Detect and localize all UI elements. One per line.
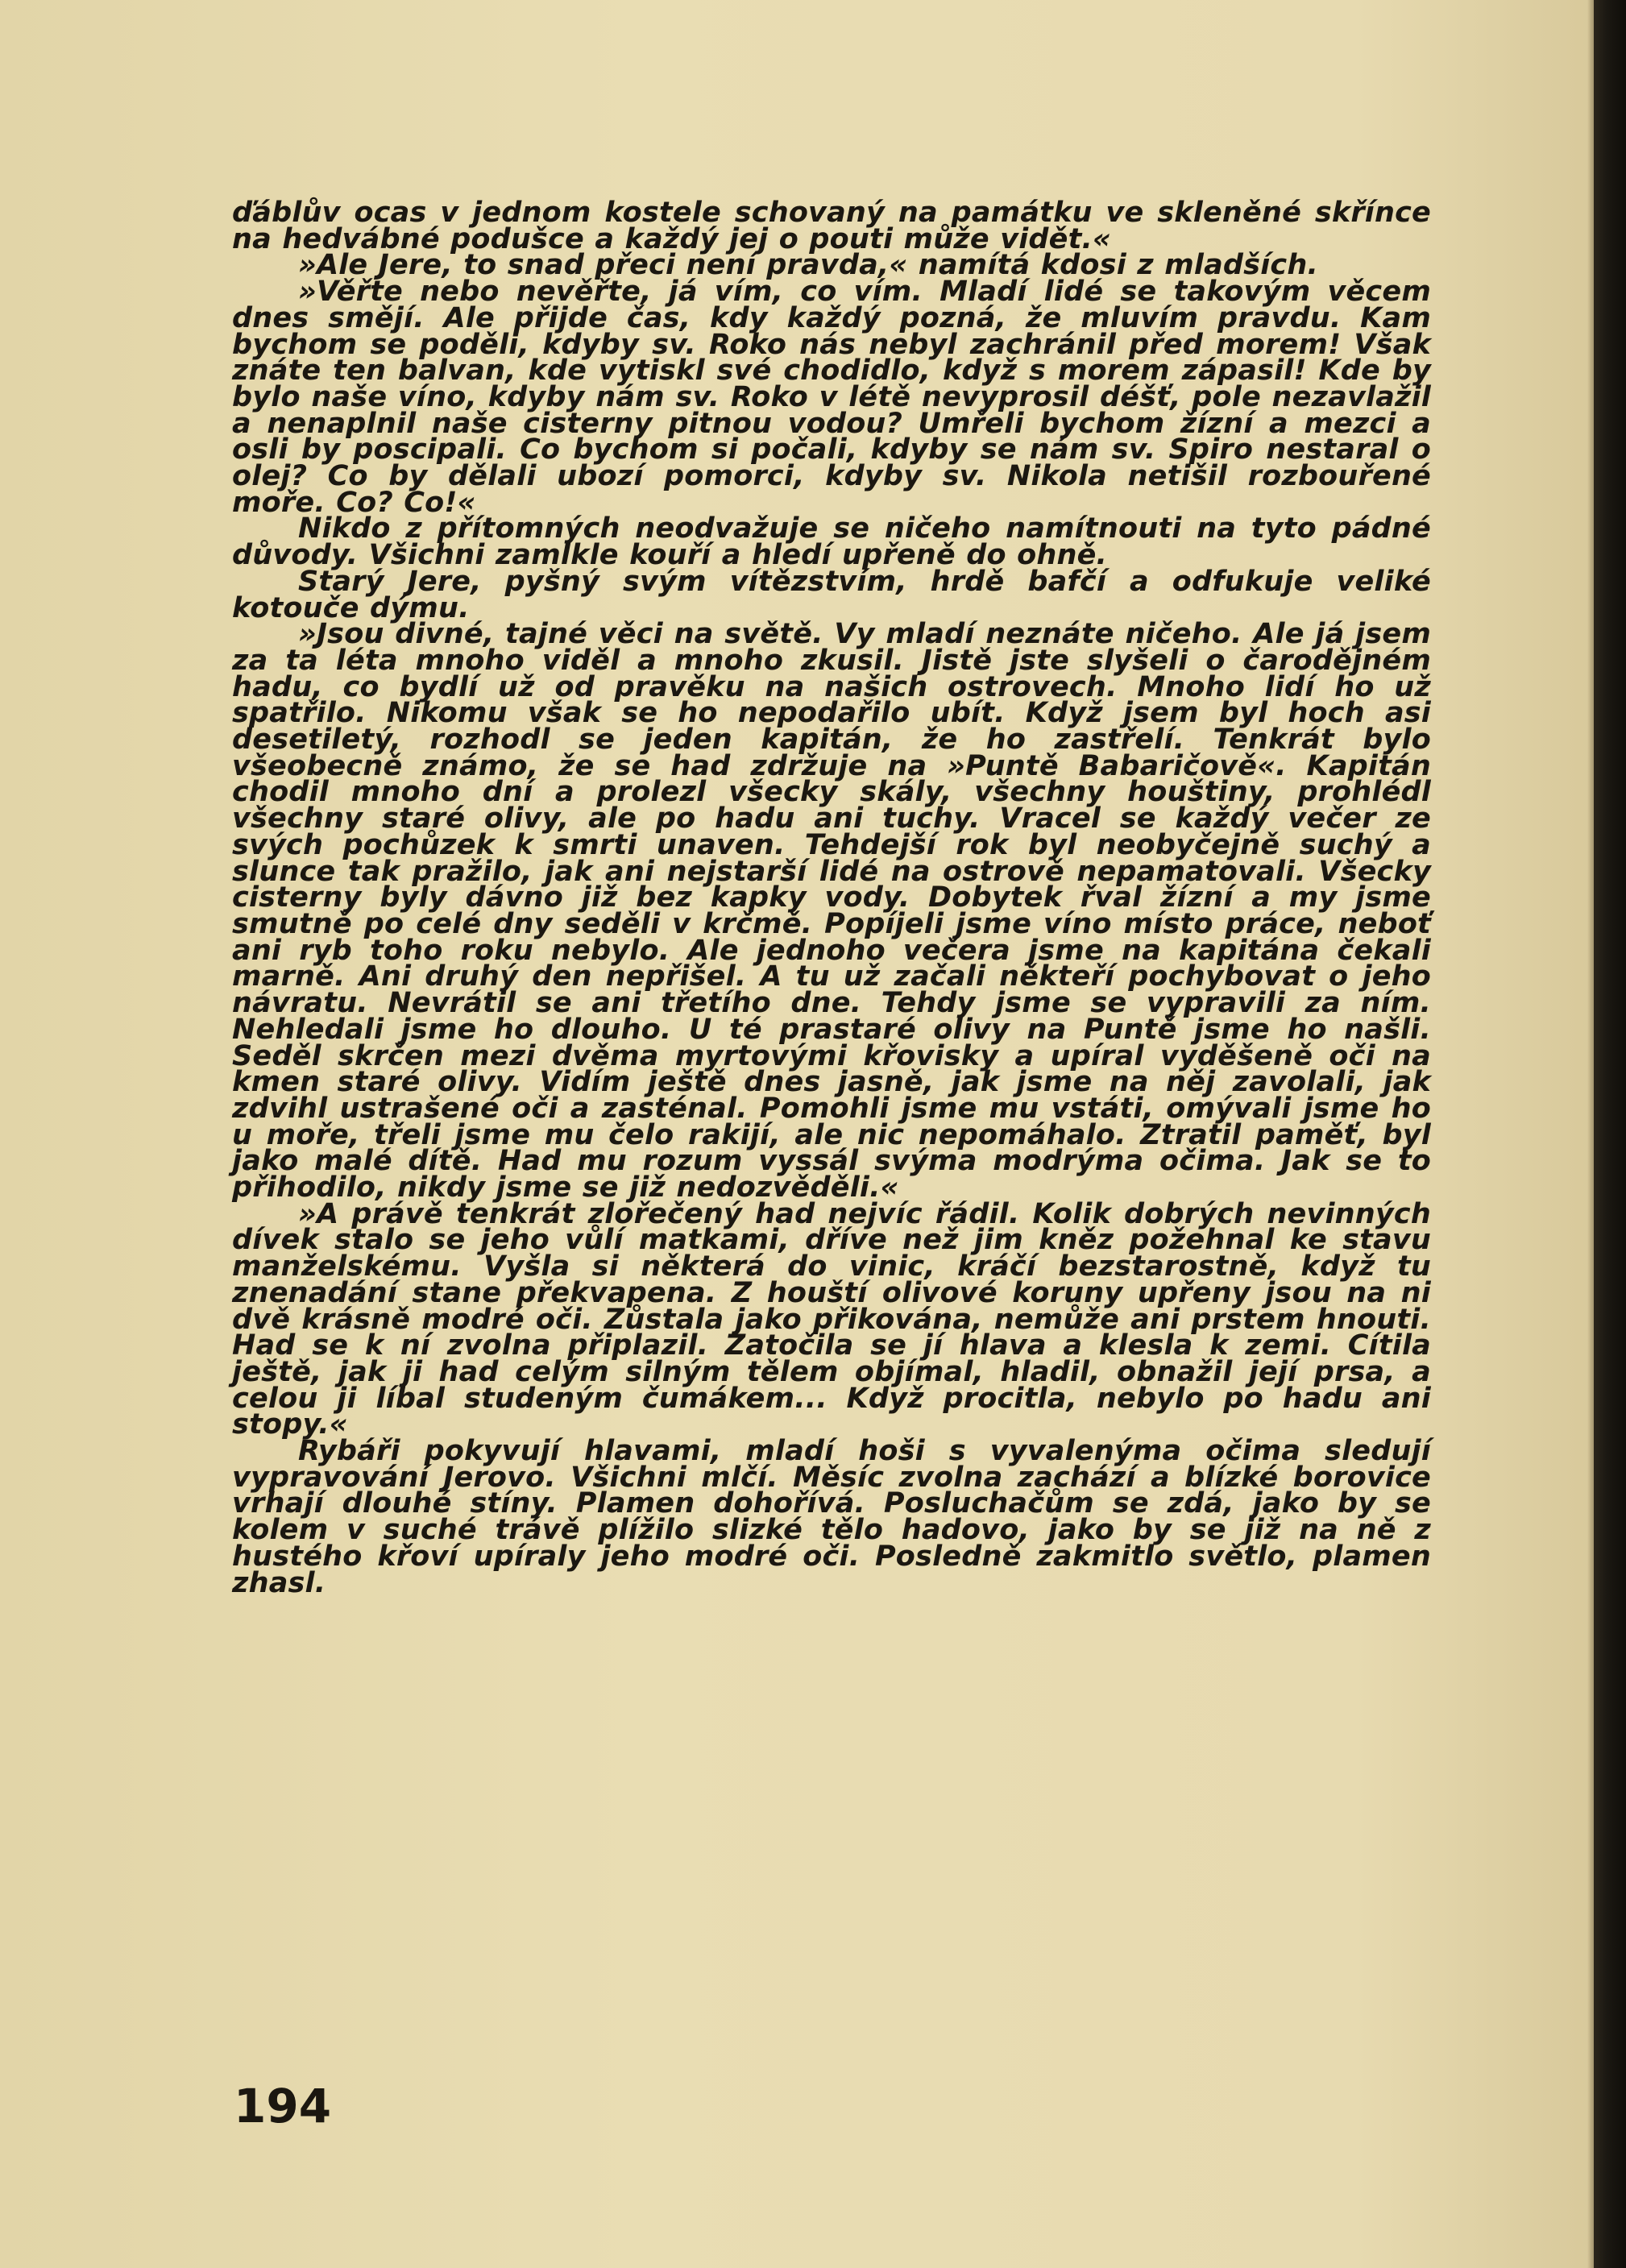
body-text	[232, 197, 1431, 1599]
paragraph-5: Starý Jere, pyšný svým vítězstvím, hrdě bafčí a odfukuje veliké kotouče dýmu.	[232, 565, 1431, 624]
page-number: 194	[234, 2079, 332, 2133]
paragraph-4: Nikdo z přítomných neodvažuje se ničeho namítnouti na tyto pádné důvody. Všichni zamlkle kouří a hledí upřeně do ohně.	[232, 512, 1431, 572]
paragraph-7: »A právě tenkrát zlořečený had nejvíc řádil. Kolik dobrých nevinných dívek stalo se jeho vůlí matkami, dříve než jim kněz požehnal ke stavu manželskému. Vyšla si některá do vinic, kráčí bezstarostně, když tu znenadání stane překvapena. Z houští olivové koruny upřeny jsou na ni dvě krásně modré oči. Zůstala jako přikována, nemůže ani prstem hnouti. Had se k ní zvolna připlazil. Zatočila se jí hlava a klesla k zemi. Cítila ještě, jak ji had celým silným tělem objímal, hladil, obnažil její prsa, a celou ji líbal studeným čumákem... Když procitla, nebylo po hadu ani stopy.«	[232, 1197, 1431, 1441]
paragraph-6: »Jsou divné, tajné věci na světě. Vy mladí neznáte ničeho. Ale já jsem za ta léta mnoho viděl a mnoho zkusil. Jistě jste slyšeli o čarodějném hadu, co bydlí už od pravěku na našich ostrovech. Mnoho lidí ho už spatřilo. Nikomu však se ho nepodařilo ubít. Když jsem byl hoch asi desetiletý, rozhodl se jeden kapitán, že ho zastřelí. Tenkrát bylo všeobecně známo, že se had zdržuje na »Puntě Babaričově«. Kapitán chodil mnoho dní a prolezl všecky skály, všechny houštiny, prohlédl všechny staré olivy, ale po hadu ani tuchy. Vracel se každý večer ze svých pochůzek k smrti unaven. Tehdejší rok byl neobyčejně suchý a slunce tak pražilo, jak ani nejstarší lidé na ostrově nepamatovali. Všecky cisterny byly dávno již bez kapky vody. Dobytek řval žízní a my jsme smutně po celé dny seděli v krčmě. Popíjeli jsme víno místo práce, neboť ani ryb toho roku nebylo. Ale jednoho večera jsme na kapitána čekali marně. Ani druhý den nepřišel. A tu už začali někteří pochybovat o jeho návratu. Nevrátil se ani třetího dne. Tehdy jsme se vypravili za ním. Nehledali jsme ho dlouho. U té prastaré olivy na Puntě jsme ho našli. Seděl skrčen mezi dvěma myrtovými křovisky a upíral vyděšeně oči na kmen staré olivy. Vidím ještě dnes jasně, jak jsme na něj zavolali, jak zdvihl ustrašené oči a zasténal. Pomohli jsme mu vstáti, omývali jsme ho u moře, třeli jsme mu čelo rakijí, ale nic nepomáhalo. Ztratil paměť, byl jako malé dítě. Had mu rozum vyssál svýma modrýma očima. Jak se to přihodilo, nikdy jsme se již nedozvěděli.«	[232, 618, 1431, 1204]
paragraph-2: »Ale Jere, to snad přeci není pravda,« namítá kdosi z mladších.	[298, 249, 1318, 282]
paragraph-3: »Věřte nebo nevěřte, já vím, co vím. Mladí lidé se takovým věcem dnes smějí. Ale přijde čas, kdy každý pozná, že mluvím pravdu. Kam bychom se poděli, kdyby sv. Roko nás nebyl zachránil před morem! Však znáte ten balvan, kde vytiskl své chodidlo, když s morem zápasil! Kde by bylo naše víno, kdyby nám sv. Roko v létě nevyprosil déšť, pole nezavlažil a nenaplnil naše cisterny pitnou vodou? Umřeli bychom žízní a mezci a osli by poscipali. Co bychom si počali, kdyby se nám sv. Spiro nestaral o olej? Co by dělali ubozí pomorci, kdyby sv. Nikola netišil rozbouřené moře. Co? Co!«	[232, 276, 1431, 519]
book-spine	[1594, 0, 1626, 2268]
paragraph-1: ďáblův ocas v jednom kostele schovaný na památku ve skleněné skřínce na hedvábné podušce a každý jej o pouti může vidět.«	[232, 197, 1431, 255]
paragraph-8: Rybáři pokyvují hlavami, mladí hoši s vyvalenýma očima sledují vypravování Jerovo. Všichni mlčí. Měsíc zvolna zachází a blízké borovice vrhají dlouhé stíny. Plamen dohořívá. Posluchačům se zdá, jako by se kolem v suché trávě plížilo slizké tělo hadovo, jako by se již na ně z hustého křoví upíraly jeho modré oči. Posledně zakmitlo světlo, plamen zhasl.	[232, 1435, 1431, 1599]
